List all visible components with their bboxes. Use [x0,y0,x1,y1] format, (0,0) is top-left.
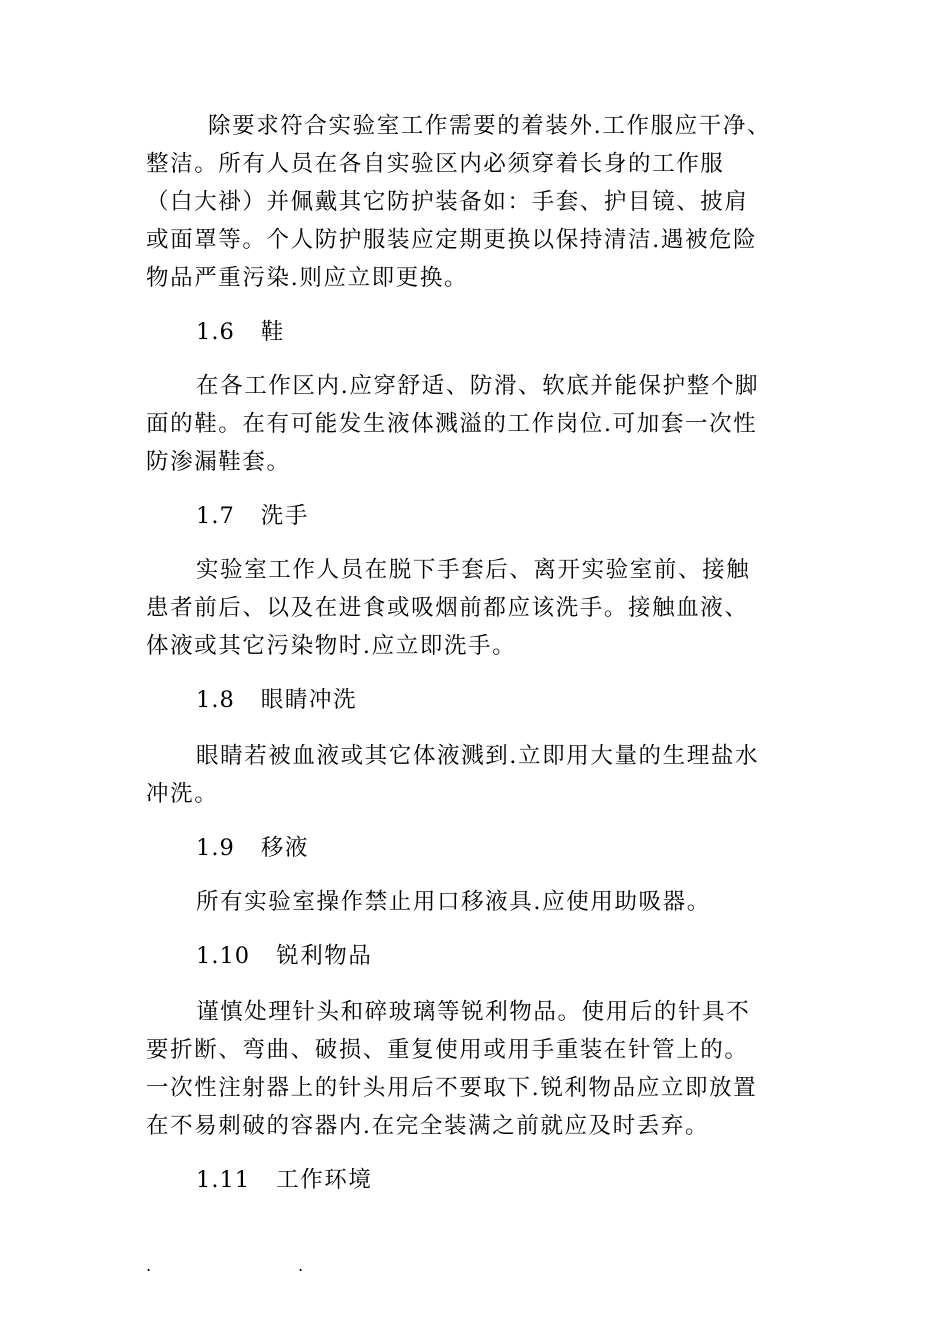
section-title: 眼睛冲洗 [260,687,358,713]
section-number: 1.8 [196,687,235,713]
footer-dot-left: . [146,1256,152,1275]
paragraph-line: 冲洗。 [146,781,219,807]
paragraph-line: 要折断、弯曲、破损、重复使用或用手重装在针管上的。 [146,1037,749,1063]
section-heading-1-8 [196,684,357,716]
section-heading-1-11 [196,1164,373,1196]
section-title: 洗手 [260,503,309,529]
paragraph-line: 所有实验室操作禁止用口移液具.应使用助吸器。 [196,889,711,915]
paragraph-line: 面的鞋。在有可能发生液体溅溢的工作岗位.可加套一次性 [146,411,758,437]
section-title: 移液 [260,835,309,861]
section-heading-1-6 [196,316,285,348]
section-number: 1.11 [196,1167,251,1193]
paragraph-line: 或面罩等。个人防护服装应定期更换以保持清洁.遇被危险 [146,227,758,253]
section-title: 鞋 [260,319,285,345]
paragraph-line: 除要求符合实验室工作需要的着装外.工作服应干净、 [208,113,772,139]
section-heading-1-10 [196,940,373,972]
paragraph-line: 整洁。所有人员在各自实验区内必须穿着长身的工作服 [146,151,725,177]
section-number: 1.9 [196,835,235,861]
section-number: 1.10 [196,943,251,969]
paragraph-line: 防渗漏鞋套。 [146,449,291,475]
paragraph-line: 实验室工作人员在脱下手套后、离开实验室前、接触 [196,557,751,583]
paragraph-line: 物品严重污染.则应立即更换。 [146,265,469,291]
section-number: 1.6 [196,319,235,345]
paragraph-line: 在各工作区内.应穿舒适、防滑、软底并能保护整个脚 [196,373,760,399]
paragraph-line: 一次性注射器上的针头用后不要取下.锐利物品应立即放置 [146,1075,758,1101]
paragraph-line: 患者前后、以及在进食或吸烟前都应该洗手。接触血液、 [146,595,749,621]
section-title: 锐利物品 [276,943,373,969]
paragraph-line: 体液或其它污染物时.应立即洗手。 [146,633,517,659]
section-heading-1-7 [196,500,309,532]
section-number: 1.7 [196,503,235,529]
section-title: 工作环境 [276,1167,373,1193]
paragraph-line: 在不易刺破的容器内.在完全装满之前就应及时丢弃。 [146,1113,710,1139]
footer-dot-right: . [298,1256,304,1275]
section-heading-1-9 [196,832,309,864]
paragraph-line: （白大褂）并佩戴其它防护装备如：手套、护目镜、披肩 [146,189,749,215]
paragraph-line: 眼睛若被血液或其它体液溅到.立即用大量的生理盐水 [196,743,760,769]
paragraph-line: 谨慎处理针头和碎玻璃等锐利物品。使用后的针具不 [196,999,751,1025]
